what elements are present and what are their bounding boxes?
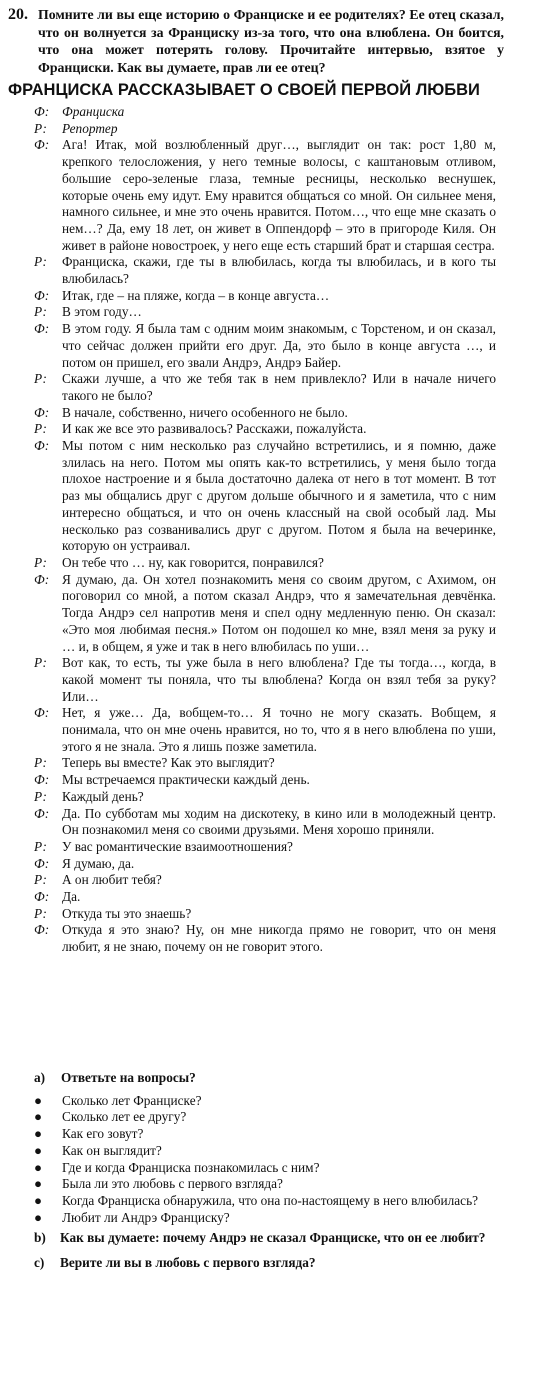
legend-item [0,104,550,121]
legend-text: Репортер [62,120,118,136]
dialogue-text: Да. [62,889,81,905]
bullet-icon: ● [34,1192,43,1208]
task-intro [8,6,504,76]
dialogue-line [0,806,550,839]
dialogue-line [0,254,550,287]
dialogue-text: Откуда ты это знаешь? [62,905,192,921]
question-item [0,1093,550,1110]
dialogue-text: В этом году… [62,304,142,320]
exercise-a [34,1070,550,1087]
dialogue-line [0,321,550,371]
dialogue-text: В этом году. Я была там с одним моим знакомым, с Торстеном, и он сказал, что сейчас должен прийти его друг. Да, это было в конце августа …, и потом он пришел, его звали Андрэ, Андрэ Байер. [62,321,496,370]
dialogue-text: Мы встречаемся практически каждый день. [62,772,310,788]
question-text: Сколько лет Франциске? [62,1092,202,1108]
speaker-label: Р: [34,371,47,387]
dialogue-line [0,839,550,856]
exercise-label: b) [34,1230,46,1246]
dialogue-line [0,137,550,254]
speaker-label: Ф: [34,104,50,119]
dialogue-text: Мы потом с ним несколько раз случайно встретились, и я помню, даже злилась на него. Потом мы опять как-то встретились, у меня было тогда плохое настроение и я была достаточно далека от него в тот момент. В тот раз мы общались друг с другом дольше обычного и я заметила, что с ним интересно общаться, и что он очень классный на свой особый лад. Мы несколько раз созванивались друг с другом. Потом я была на вечеринке, которую он устраивал. [62,438,496,554]
dialogue-text: В начале, собственно, ничего особенного не было. [62,404,348,420]
dialogue-line [0,655,550,705]
dialogue-line [0,555,550,572]
legend-item [0,121,550,138]
dialogue-text: У вас романтические взаимоотношения? [62,838,293,854]
speaker-label: Ф: [34,571,50,587]
dialogue-line [0,872,550,889]
dialogue-text: Да. По субботам мы ходим на дискотеку, в кино или в молодежный центр. Он познакомил меня со своими друзьями. Меня хорошо приняли. [62,805,496,838]
speaker-label: Р: [34,838,47,854]
question-list [0,1093,550,1227]
bullet-icon: ● [34,1159,43,1175]
dialogue-line [0,922,550,955]
speaker-label: Ф: [34,855,50,871]
exercise-text: Верите ли вы в любовь с первого взгляда? [60,1255,316,1271]
question-text: Где и когда Франциска познакомилась с ним? [62,1159,320,1175]
bullet-icon: ● [34,1109,43,1125]
dialogue-line [0,789,550,806]
dialogue-text: Скажи лучше, а что же тебя так в нем привлекло? Или в начале ничего такого не было? [62,371,496,403]
speaker-label: Р: [34,655,47,671]
dialogue-text: Он тебе что … ну, как говорится, понравился? [62,554,324,570]
question-item [0,1109,550,1126]
question-text: Сколько лет ее другу? [62,1109,187,1125]
speaker-label: Ф: [34,922,50,938]
question-item [0,1193,550,1210]
question-item [0,1210,550,1227]
dialogue-line [0,889,550,906]
dialogue-line [0,288,550,305]
speaker-label: Ф: [34,438,50,454]
dialogue-text: Я думаю, да. Он хотел познакомить меня со своим другом, с Ахимом, он поговорил со мной, а потом сказал Андрэ, что я замечательная девчёнка. Тогда Андрэ сел напротив меня и спел одну медленную пеню. Он сказал: «Это моя любимая песня.» Потом он подошел ко мне, взял меня за руку и … и, в общем, я уже и так в него влюбилась по уши… [62,571,496,654]
dialogue-text: Я думаю, да. [62,855,135,871]
exercise-text: Ответьте на вопросы? [61,1070,196,1085]
dialogue-text: Ага! Итак, мой возлюбленный друг…, выглядит он так: рост 1,80 м, крепкого телосложения, у него темные волосы, с каштановым отливом, большие серо-зеленые глаза, темные ресницы, несколько веснушек, которые очень ему идут. Ему нравится общаться со мной. Он сильнее меня, намного сильнее, и мне это очень нравится. Потом…, что еще мне сказать о нем…? Да, ему 18 лет, он живет в Оппендорф – это в пригороде Киля. Он живет в районе новостроек, у него еще есть старший брат и старшая сестра. [62,137,496,253]
dialogue-line [0,906,550,923]
question-item [0,1176,550,1193]
speaker-label: Ф: [34,321,50,337]
speaker-label: Ф: [34,889,50,905]
exercise-label: a) [34,1070,46,1085]
bullet-icon: ● [34,1142,43,1158]
dialogue-line [0,421,550,438]
interview-dialogue [0,104,550,956]
speaker-label: Р: [34,304,47,320]
question-text: Любит ли Андрэ Франциску? [62,1209,230,1225]
question-text: Как его зовут? [62,1126,144,1142]
dialogue-line [0,304,550,321]
dialogue-text: Теперь вы вместе? Как это выглядит? [62,755,275,771]
exercises [0,1070,550,1280]
dialogue-text: А он любит тебя? [62,872,162,888]
dialogue-line [0,772,550,789]
dialogue-line [0,438,550,555]
question-item [0,1126,550,1143]
dialogue-text: Откуда я это знаю? Ну, он мне никогда прямо не говорит, что он меня любит, я не знаю, почему он не говорит этого. [62,922,496,955]
speaker-label: Ф: [34,805,50,821]
exercise-label: c) [34,1255,45,1271]
bullet-icon: ● [34,1176,43,1192]
bullet-icon: ● [34,1209,43,1225]
speaker-label: Ф: [34,287,50,303]
speaker-label: Ф: [34,705,50,721]
speaker-label: Р: [34,421,47,437]
speaker-label: Ф: [34,772,50,788]
legend-text: Франциска [62,104,125,119]
bullet-icon: ● [34,1092,43,1108]
speaker-label: Р: [34,120,47,136]
exercise-c [34,1255,496,1272]
dialogue-text: Каждый день? [62,788,144,804]
speaker-label: Ф: [34,404,50,420]
task-text: Помните ли вы еще историю о Франциске и ее родителях? Ее отец сказал, что он волнуется за Франциску из-за того, что она влюблена. Он боится, что она может потерять голову. Прочитайте интервью, взятое у Франциски. Как вы думаете, прав ли ее отец? [38,7,504,75]
speaker-label: Ф: [34,137,50,153]
exercise-b [34,1230,496,1247]
speaker-label: Р: [34,755,47,771]
dialogue-line [0,405,550,422]
dialogue-text: Франциска, скажи, где ты в влюбилась, когда ты влюбилась, и в кого ты влюбилась? [62,254,496,287]
task-number: 20. [8,6,28,23]
speaker-label: Р: [34,254,47,270]
dialogue-line [0,572,550,656]
speaker-label: Р: [34,554,47,570]
question-text: Как он выглядит? [62,1142,162,1158]
exercise-text: Как вы думаете: почему Андрэ не сказал Франциске, что он ее любит? [60,1230,486,1246]
dialogue-line [0,856,550,873]
dialogue-text: Итак, где – на пляже, когда – в конце августа… [62,287,330,303]
dialogue-line [0,371,550,404]
interview-heading: ФРАНЦИСКА РАССКАЗЫВАЕТ О СВОЕЙ ПЕРВОЙ ЛЮБВИ [8,81,480,99]
speaker-label: Р: [34,905,47,921]
dialogue-line [0,705,550,755]
bullet-icon: ● [34,1126,43,1142]
question-item [0,1143,550,1160]
question-text: Была ли это любовь с первого взгляда? [62,1176,283,1192]
question-item [0,1160,550,1177]
question-text: Когда Франциска обнаружила, что она по-настоящему в него влюбилась? [62,1192,479,1208]
speaker-label: Р: [34,872,47,888]
speaker-label: Р: [34,788,47,804]
dialogue-line [0,755,550,772]
dialogue-text: И как же все это развивалось? Расскажи, пожалуйста. [62,421,367,437]
dialogue-text: Вот как, то есть, ты уже была в него влюблена? Где ты тогда…, когда, в какой момент ты поняла, что ты влюблена? Когда он взял тебя за руку? Или… [62,655,496,704]
dialogue-text: Нет, я уже… Да, вобщем-то… Я точно не могу сказать. Вобщем, я понимала, что он мне очень нравится, но то, что я в него влюблена по уши, этого я не знала. Это я лишь позже заметила. [62,705,496,754]
